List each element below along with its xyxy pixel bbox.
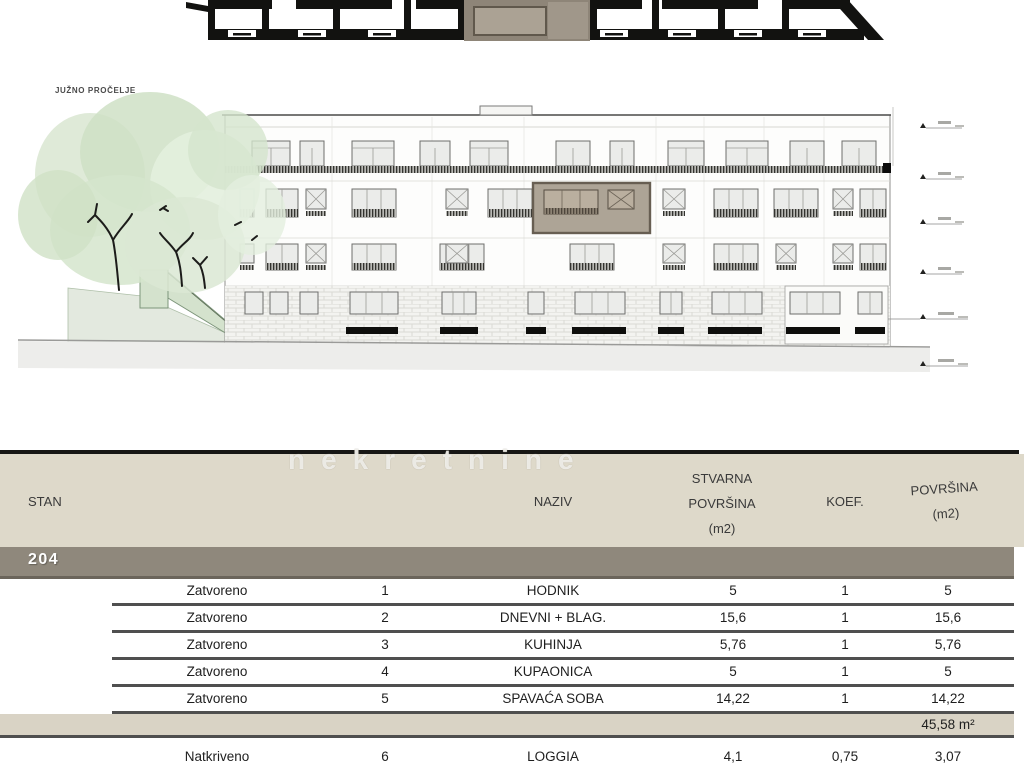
floor-plan-strip <box>186 0 884 41</box>
table-row: Natkriveno 6 LOGGIA 4,1 0,75 3,07 <box>184 749 962 764</box>
roof-bulkhead <box>480 106 532 115</box>
table-row: Zatvoreno 4 KUPAONICA 5 1 5 <box>112 660 1014 687</box>
column-header-stvarna: STVARNA POVRŠINA (m2) <box>688 471 756 536</box>
table-row: Zatvoreno 3 KUHINJA 5,76 1 5,76 <box>112 633 1014 660</box>
table-row: Zatvoreno 2 DNEVNI + BLAG. 15,6 1 15,6 <box>112 606 1014 633</box>
table-body-extra <box>112 745 1014 768</box>
terrace-railing-band <box>225 166 890 173</box>
table-row: Zatvoreno 5 SPAVAĆA SOBA 14,22 1 14,22 <box>112 687 1014 714</box>
watermark: nekretnine <box>288 444 590 475</box>
highlighted-unit-elevation <box>533 183 650 233</box>
ground-floor <box>225 286 890 346</box>
column-header-povrsina: POVRŠINA (m2) <box>910 478 979 522</box>
table-body <box>112 579 1014 714</box>
subtotal-row <box>0 714 1014 738</box>
apartment-number: 204 <box>28 551 60 568</box>
apartment-group-row <box>0 547 1014 579</box>
elevation-markers <box>888 107 968 366</box>
column-header-stan: STAN <box>28 494 62 509</box>
facade-label: JUŽNO PROČELJE <box>55 86 136 95</box>
column-header-koef: KOEF. <box>826 494 864 509</box>
table-header <box>0 454 1024 547</box>
table-row: Zatvoreno 1 HODNIK 5 1 5 <box>112 579 1014 606</box>
subtotal-value: 45,58 m² <box>921 717 975 732</box>
highlighted-unit-plan <box>464 0 590 41</box>
column-header-naziv: NAZIV <box>533 494 573 509</box>
building-elevation <box>222 106 891 346</box>
